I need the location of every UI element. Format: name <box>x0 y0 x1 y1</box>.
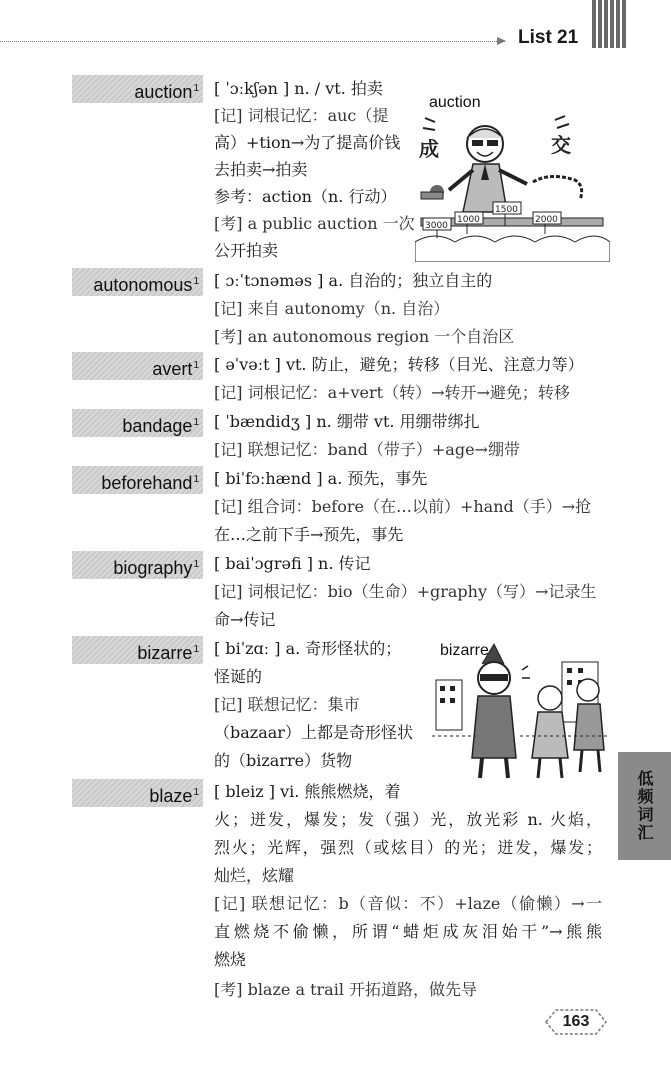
bizarre-mnemonic-cont: （bazaar）上都是奇形怪状 <box>214 723 413 742</box>
avert-definition: [ əˈvəːt ] vt. 防止，避免；转移（目光、注意力等） <box>214 355 584 374</box>
blaze-mnemonic-cont: 燃烧 <box>214 950 247 969</box>
auctioneer-drawing <box>415 92 610 262</box>
bizarre-people-drawing <box>432 640 608 780</box>
auction-left-char: 成 <box>419 137 439 161</box>
bizarre-illustration-title: bizarre <box>440 642 489 659</box>
bandage-mnemonic: [记] 联想记忆：band（带子）+age→绷带 <box>214 440 520 459</box>
headword-bizarre: bizarre$^1$ <box>72 636 203 664</box>
corner-bars-decoration <box>592 0 630 48</box>
bizarre-mnemonic-cont: 的（bizarre）货物 <box>214 751 353 770</box>
auction-sign: 3000 <box>425 221 448 231</box>
beforehand-definition: [ biˈfɔːhænd ] a. 预先，事先 <box>214 469 428 488</box>
page-number-text: 163 <box>562 1013 590 1030</box>
auction-sign: 1500 <box>495 205 518 215</box>
blaze-definition-cont: 烈火；光辉，强烈（或炫目）的光；迸发，爆发； <box>214 838 602 857</box>
biography-mnemonic-cont: 命→传记 <box>214 610 276 629</box>
avert-mnemonic: [记] 词根记忆：a+vert（转）→转开→避免；转移 <box>214 383 570 402</box>
auction-illustration <box>415 92 610 262</box>
blaze-definition: [ bleiz ] vi. 熊熊燃烧，着 <box>214 782 401 801</box>
bizarre-mnemonic: [记] 联想记忆：集市 <box>214 695 360 714</box>
page-number <box>544 1006 608 1038</box>
auction-exam: [考] a public auction 一次 <box>214 214 415 233</box>
auction-exam-cont: 公开拍卖 <box>214 241 279 260</box>
autonomous-definition: [ ɔːˈtɔnəməs ] a. 自治的；独立自主的 <box>214 271 493 290</box>
blaze-mnemonic-cont: 直燃烧不偷懒，所谓“蜡炬成灰泪始干”→熊熊 <box>214 922 602 941</box>
list-label: List 21 <box>518 27 579 48</box>
beforehand-mnemonic-cont: 在…之前下手→预先，事先 <box>214 525 404 544</box>
biography-mnemonic: [记] 词根记忆：bio（生命）+graphy（写）→记录生 <box>214 582 597 601</box>
auction-mnemonic-cont: 去拍卖→拍卖 <box>214 160 308 179</box>
header-rule-arrow <box>497 37 506 45</box>
auction-illustration-title: auction <box>429 94 481 111</box>
headword-avert: avert$^1$ <box>72 352 203 380</box>
autonomous-exam: [考] an autonomous region 一个自治区 <box>214 327 515 346</box>
auction-mnemonic-cont: 高）+tion→为了提高价钱 <box>214 133 401 152</box>
headword-biography: biography$^1$ <box>72 551 203 579</box>
bandage-definition: [ ˈbændidʒ ] n. 绷带 vt. 用绷带绑扎 <box>214 412 480 431</box>
blaze-definition-cont: 火；迸发，爆发；发（强）光，放光彩 n. 火焰， <box>214 810 602 829</box>
beforehand-mnemonic: [记] 组合词：before（在…以前）+hand（手）→抢 <box>214 497 592 516</box>
blaze-exam: [考] blaze a trail 开拓道路，做先导 <box>214 980 478 999</box>
auction-reference: 参考：action（n. 行动） <box>214 187 397 206</box>
bizarre-definition-cont: 怪诞的 <box>214 667 263 686</box>
auction-definition: [ ˈɔːkʃən ] n. / vt. 拍卖 <box>214 79 383 98</box>
headword-beforehand: beforehand$^1$ <box>72 466 203 494</box>
auction-sign: 1000 <box>457 215 480 225</box>
side-tab-category: 低频词汇 <box>618 752 671 860</box>
auction-sign: 2000 <box>535 215 558 225</box>
auction-right-char: 交 <box>551 133 571 157</box>
headword-blaze: blaze$^1$ <box>72 779 203 807</box>
bizarre-definition: [ biˈzɑː ] a. 奇形怪状的； <box>214 639 402 658</box>
biography-definition: [ baiˈɔgrəfi ] n. 传记 <box>214 554 371 573</box>
header-dotted-rule <box>0 41 505 42</box>
headword-auction: auction$^1$ <box>72 75 203 103</box>
bizarre-illustration <box>432 640 608 780</box>
blaze-definition-cont: 灿烂，炫耀 <box>214 866 295 885</box>
blaze-mnemonic: [记] 联想记忆：b（音似：不）+laze（偷懒）→一 <box>214 894 602 913</box>
autonomous-mnemonic: [记] 来自 autonomy（n. 自治） <box>214 299 450 318</box>
headword-bandage: bandage$^1$ <box>72 409 203 437</box>
headword-autonomous: autonomous$^1$ <box>72 268 203 296</box>
auction-mnemonic: [记] 词根记忆：auc（提 <box>214 106 389 125</box>
